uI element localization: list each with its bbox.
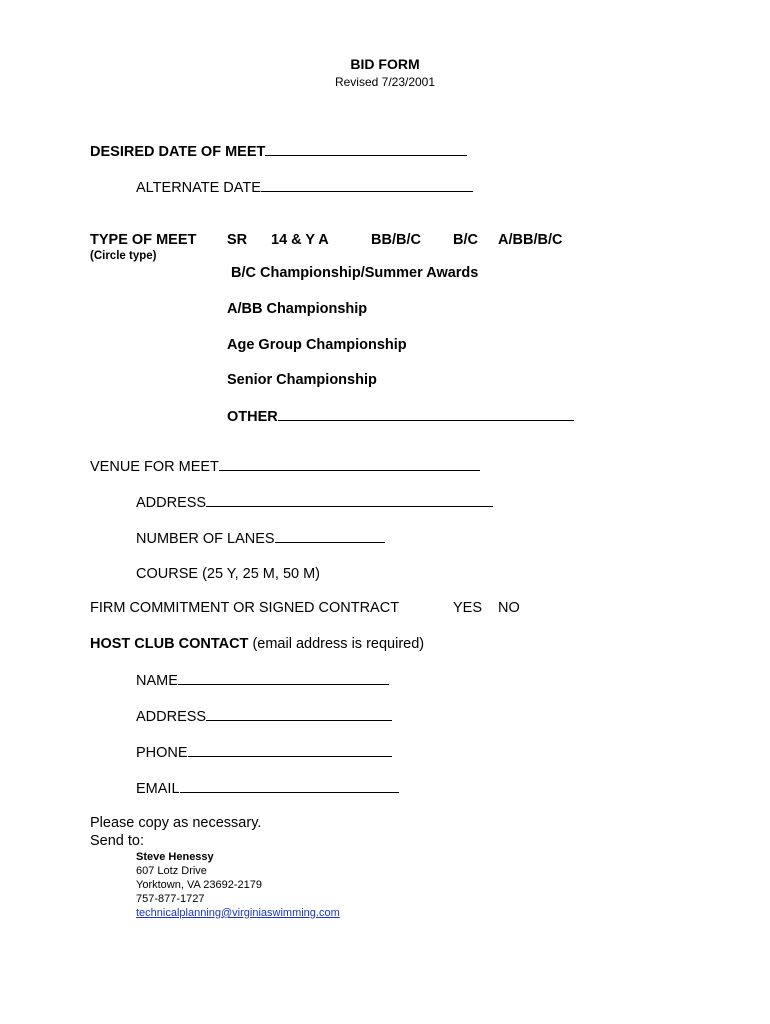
meet-option-age-group-championship[interactable]: Age Group Championship xyxy=(227,337,407,353)
venue-address-field[interactable] xyxy=(206,494,493,507)
venue-row xyxy=(90,458,480,475)
recipient-name: Steve Henessy xyxy=(136,851,214,863)
host-contact-label: HOST CLUB CONTACT xyxy=(90,636,249,652)
desired-date-field[interactable] xyxy=(265,143,467,156)
meet-option-bc-championship[interactable]: B/C Championship/Summer Awards xyxy=(231,265,479,281)
revised-date: Revised 7/23/2001 xyxy=(334,75,436,89)
venue-address-label: ADDRESS xyxy=(136,495,207,511)
meet-option-bb-b-c[interactable]: BB/B/C xyxy=(371,232,421,248)
meet-type-label: TYPE OF MEET xyxy=(90,232,197,248)
contact-phone-label: PHONE xyxy=(136,745,188,761)
contact-address-field[interactable] xyxy=(206,708,392,721)
alternate-date-field[interactable] xyxy=(261,179,473,192)
meet-option-senior-championship[interactable]: Senior Championship xyxy=(227,372,377,388)
alternate-date-row xyxy=(136,179,473,196)
venue-field[interactable] xyxy=(219,458,480,471)
meet-option-b-c[interactable]: B/C xyxy=(453,232,478,248)
meet-option-other-row xyxy=(227,408,574,425)
lanes-row xyxy=(136,530,385,547)
contact-phone-row xyxy=(136,744,392,761)
recipient-email-link[interactable]: technicalplanning@virginiaswimming.com xyxy=(136,907,340,919)
contact-name-row xyxy=(136,672,389,689)
lanes-field[interactable] xyxy=(275,530,385,543)
recipient-city: Yorktown, VA 23692-2179 xyxy=(136,879,262,891)
lanes-label: NUMBER OF LANES xyxy=(136,531,275,547)
meet-option-sr[interactable]: SR xyxy=(227,232,248,248)
contact-address-label: ADDRESS xyxy=(136,709,207,725)
venue-address-row xyxy=(136,494,493,511)
contact-phone-field[interactable] xyxy=(188,744,392,757)
meet-option-14-ya[interactable]: 14 & Y A xyxy=(271,232,329,248)
commitment-label: FIRM COMMITMENT OR SIGNED CONTRACT xyxy=(90,600,400,616)
meet-option-a-bb-b-c[interactable]: A/BB/B/C xyxy=(498,232,563,248)
commitment-no[interactable]: NO xyxy=(498,600,520,616)
form-title: BID FORM xyxy=(350,56,420,72)
host-contact-note: (email address is required) xyxy=(252,636,425,652)
desired-date-row xyxy=(90,143,467,160)
venue-label: VENUE FOR MEET xyxy=(90,459,219,475)
recipient-phone: 757-877-1727 xyxy=(136,893,205,905)
contact-email-label: EMAIL xyxy=(136,781,180,797)
meet-type-hint: (Circle type) xyxy=(90,250,157,262)
send-to-label: Send to: xyxy=(90,833,145,849)
meet-option-other-label[interactable]: OTHER xyxy=(227,409,278,425)
contact-address-row xyxy=(136,708,392,725)
host-contact-heading xyxy=(90,636,424,652)
contact-email-row xyxy=(136,780,399,797)
meet-option-abb-championship[interactable]: A/BB Championship xyxy=(227,301,368,317)
alternate-date-label: ALTERNATE DATE xyxy=(136,180,261,196)
copy-note: Please copy as necessary. xyxy=(90,815,262,831)
contact-name-field[interactable] xyxy=(178,672,389,685)
contact-name-label: NAME xyxy=(136,673,178,689)
meet-option-other-field[interactable] xyxy=(278,408,574,421)
desired-date-label: DESIRED DATE OF MEET xyxy=(90,144,266,160)
commitment-yes[interactable]: YES xyxy=(453,600,483,616)
recipient-street: 607 Lotz Drive xyxy=(136,865,207,877)
course-label: COURSE (25 Y, 25 M, 50 M) xyxy=(136,566,321,582)
contact-email-field[interactable] xyxy=(180,780,399,793)
